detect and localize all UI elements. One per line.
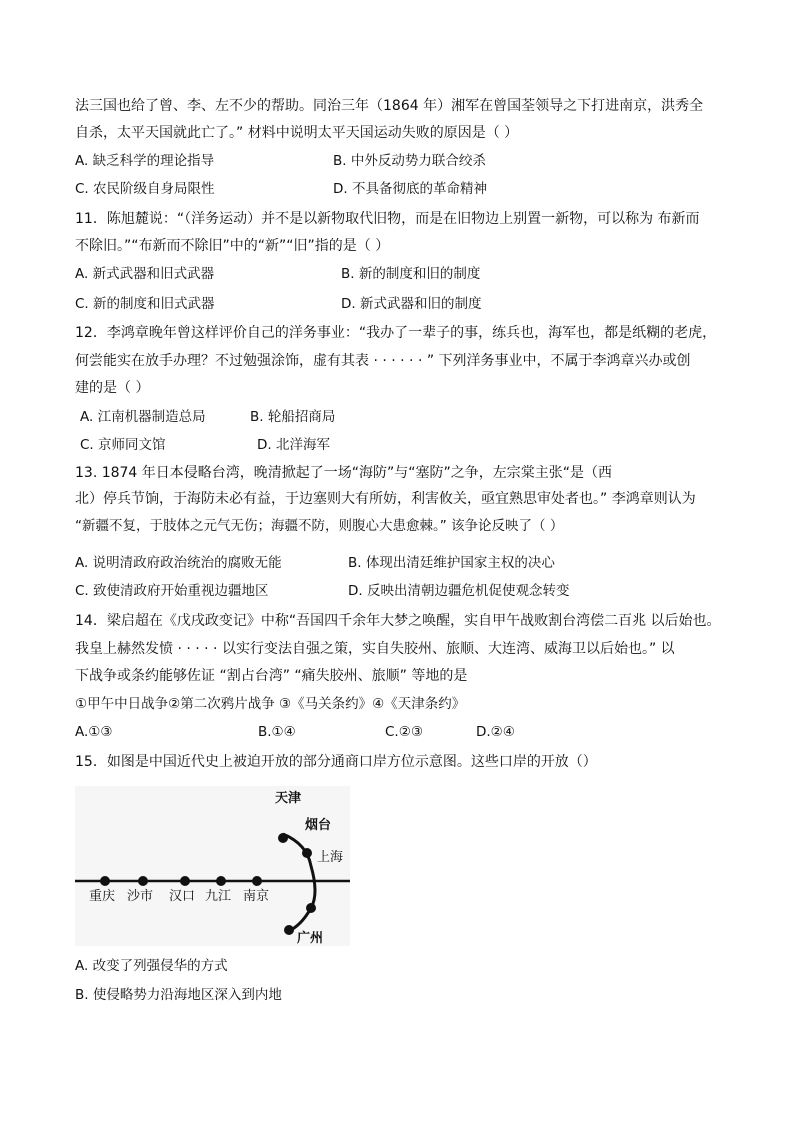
q11-stem-line-1: 11．陈旭麓说：“（洋务运动）并不是以新物取代旧物，而是在旧物边上别置一新物，可以称为 布新而 — [75, 211, 700, 227]
port-marker-shashi — [138, 876, 148, 886]
map-label-yantai: 烟台 — [305, 818, 332, 833]
q10-option-a: A. 缺乏科学的理论指导 — [75, 153, 215, 169]
port-marker-yantai — [278, 833, 288, 843]
q15-option-b: B. 使侵略势力沿海地区深入到内地 — [75, 987, 282, 1003]
map-label-jiujiang: 九江 — [205, 889, 232, 904]
q12-option-a: A. 江南机器制造总局 — [80, 409, 206, 425]
port-marker-guangzhou-upper — [306, 903, 316, 913]
q14-stem-line-1: 14．梁启超在《戊戌政变记》中称“吾国四千余年大梦之唤醒，实自甲午战败割台湾偿二百兆 以后始也。 — [75, 613, 721, 629]
q13-stem-line-1: 13. 1874 年日本侵略台湾，晚清掀起了一场“海防”与“塞防”之争，左宗棠主张“是（西 — [75, 465, 613, 481]
q13-option-a: A. 说明清政府政治统治的腐败无能 — [75, 555, 282, 571]
map-label-hankou: 汉口 — [169, 889, 196, 904]
port-marker-chongqing — [100, 876, 110, 886]
map-label-chongqing: 重庆 — [89, 889, 116, 904]
q13-option-d: D. 反映出清朝边疆危机促使观念转变 — [348, 583, 570, 599]
map-background — [75, 786, 350, 946]
q11-option-c: C. 新的制度和旧式武器 — [75, 296, 215, 312]
q15-stem-line-1: 15．如图是中国近代史上被迫开放的部分通商口岸方位示意图。这些口岸的开放（） — [75, 754, 597, 770]
map-label-guangzhou: 广州 — [297, 931, 324, 946]
q12-stem-line-3: 建的是（ ） — [75, 380, 150, 396]
q14-stem-line-2: 我皇上赫然发愤 · · · · · 以实行变法自强之策，实自失胶州、旅顺、大连湾、威海卫以后始也。” 以 — [75, 641, 675, 657]
map-label-nanjing: 南京 — [243, 889, 270, 904]
q14-option-c: C.②③ — [385, 724, 423, 740]
port-marker-hankou — [180, 876, 190, 886]
q14-option-d: D.②④ — [476, 724, 515, 740]
q15-option-a: A. 改变了列强侵华的方式 — [75, 958, 228, 974]
q10-stem-line-1: 法三国也给了曾、李、左不少的帮助。同治三年（1864 年）湘军在曾国荃领导之下打进南京，洪秀全 — [75, 98, 704, 114]
q10-option-d: D. 不具备彻底的革命精神 — [333, 181, 487, 197]
q13-option-c: C. 致使清政府开始重视边疆地区 — [75, 583, 269, 599]
treaty-ports-map — [75, 786, 350, 946]
q13-option-b: B. 体现出清廷维护国家主权的决心 — [348, 555, 555, 571]
q12-option-d: D. 北洋海军 — [257, 437, 330, 453]
q14-option-a: A.①③ — [75, 724, 113, 740]
treaty-ports-map-svg — [75, 786, 350, 946]
port-marker-nanjing — [252, 876, 262, 886]
port-marker-guangzhou — [284, 925, 294, 935]
q10-option-b: B. 中外反动势力联合绞杀 — [333, 153, 486, 169]
q12-option-c: C. 京师同文馆 — [80, 437, 166, 453]
port-marker-shanghai — [302, 848, 312, 858]
q13-stem-line-2: 北）停兵节饷，于海防未必有益，于边塞则大有所妨，利害攸关，亟宜熟思审处者也。” 李鸿章则认为 — [75, 491, 696, 507]
q14-stem-line-4: ①甲午中日战争②第二次鸦片战争 ③《马关条约》④《天津条约》 — [75, 696, 466, 712]
q14-option-b: B.①④ — [258, 724, 296, 740]
q10-stem-line-2: 自杀，太平天国就此亡了。” 材料中说明太平天国运动失败的原因是（ ） — [75, 125, 519, 141]
q14-stem-line-3: 下战争或条约能够佐证 “割占台湾” “痛失胶州、旅顺” 等地的是 — [75, 668, 468, 684]
port-marker-jiujiang — [216, 876, 226, 886]
q13-stem-line-3: “新疆不复，于肢体之元气无伤；海疆不防，则腹心大患愈棘。” 该争论反映了（ ） — [75, 518, 564, 534]
map-label-tianjin: 天津 — [275, 791, 302, 806]
q11-option-a: A. 新式武器和旧式武器 — [75, 266, 215, 282]
q11-stem-line-2: 不除旧。”“布新而不除旧”中的“新”“旧”指的是（ ） — [75, 238, 390, 254]
q12-stem-line-1: 12．李鸿章晚年曾这样评价自己的洋务事业：“我办了一辈子的事，练兵也，海军也，都是纸糊的老虎， — [75, 325, 717, 341]
q10-option-c: C. 农民阶级自身局限性 — [75, 181, 215, 197]
map-label-shanghai: 上海 — [317, 850, 344, 865]
q12-stem-line-2: 何尝能实在放手办理？不过勉强涂饰，虚有其表 · · · · · · ” 下列洋务事业中，不属于李鸿章兴办或创 — [75, 353, 691, 369]
q11-option-d: D. 新式武器和旧的制度 — [341, 296, 482, 312]
q12-option-b: B. 轮船招商局 — [250, 409, 336, 425]
map-label-shashi: 沙市 — [127, 889, 154, 904]
q11-option-b: B. 新的制度和旧的制度 — [341, 266, 481, 282]
